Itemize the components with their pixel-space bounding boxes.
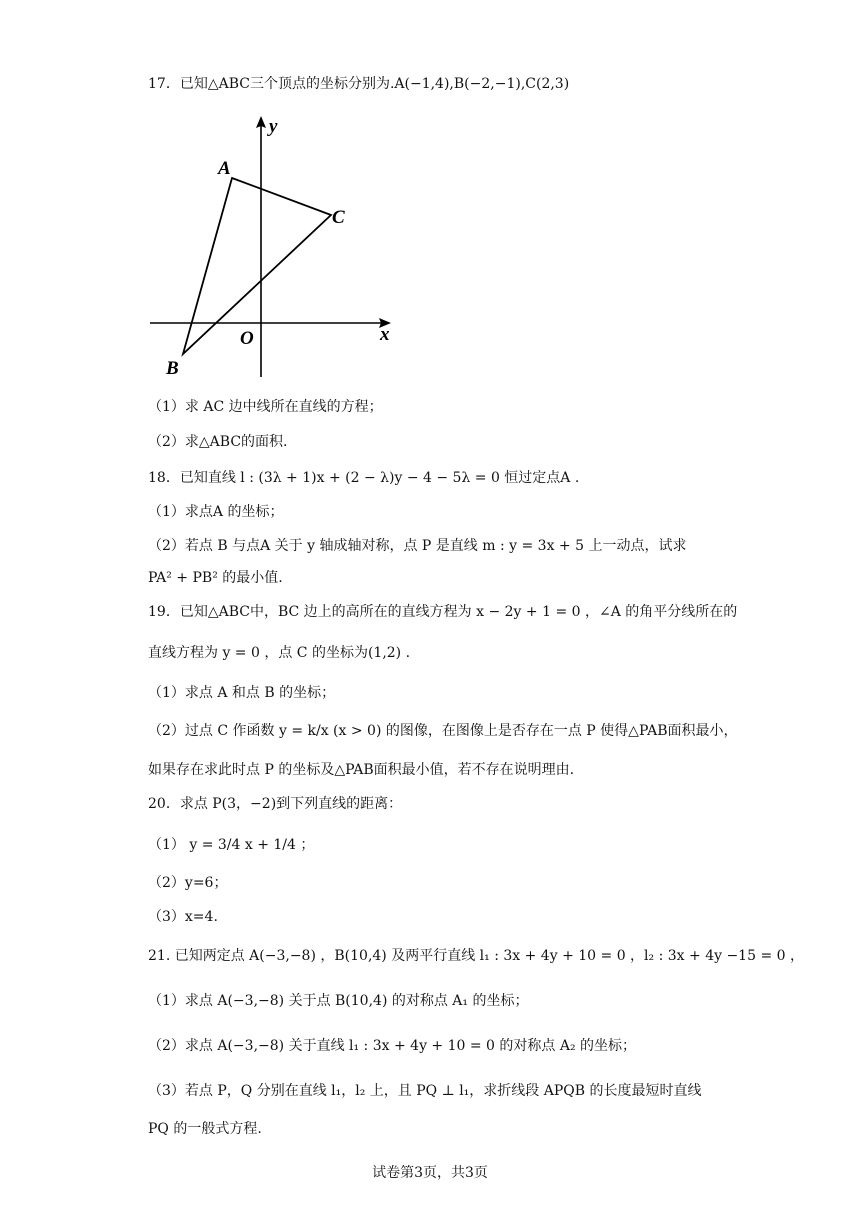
q18-part1: （1）求点A 的坐标； <box>148 504 284 520</box>
q18-part2-line1: （2）若点 B 与点A 关于 y 轴成轴对称，点 P 是直线 m : y = 3x + 5 上一动点，试求 <box>148 538 687 554</box>
y-axis-label: y <box>269 116 278 137</box>
q17-part1: （1）求 AC 边中线所在直线的方程； <box>148 399 383 415</box>
q17-stem: 17．已知△ABC三个顶点的坐标分别为.A(−1,4),B(−2,−1),C(2,3) <box>148 76 570 92</box>
q20-part1: （1） y = 3/4 x + 1/4 ； <box>148 837 315 853</box>
q21-part3-line2: PQ 的一般式方程. <box>148 1121 262 1137</box>
vertex-c-label: C <box>332 207 345 228</box>
q19-stem-line2: 直线方程为 y = 0 ，点 C 的坐标为(1,2) . <box>148 645 411 661</box>
q17-triangle-figure <box>145 112 405 382</box>
q20-part3: （3）x=4. <box>148 909 218 925</box>
origin-label: O <box>240 328 254 349</box>
q21-stem: 21. 已知两定点 A(−3,−8) ，B(10,4) 及两平行直线 l₁ : 3x + 4y + 10 = 0 ，l₂ : 3x + 4y −15 = 0 ， <box>148 948 804 964</box>
vertex-b-label: B <box>166 358 179 379</box>
q17-part2: （2）求△ABC的面积. <box>148 434 288 450</box>
q21-part2: （2）求点 A(−3,−8) 关于直线 l₁ : 3x + 4y + 10 = 0 的对称点 A₂ 的坐标； <box>148 1038 637 1054</box>
x-axis-label: x <box>380 324 390 345</box>
q18-part2-line2: PA² + PB² 的最小值. <box>148 570 283 586</box>
q19-part1: （1）求点 A 和点 B 的坐标； <box>148 685 336 701</box>
q21-part1: （1）求点 A(−3,−8) 关于点 B(10,4) 的对称点 A₁ 的坐标； <box>148 993 529 1009</box>
page-footer: 试卷第3页，共3页 <box>372 1165 488 1181</box>
q19-stem-line1: 19．已知△ABC中，BC 边上的高所在的直线方程为 x − 2y + 1 = 0 ，∠A 的角平分线所在的 <box>148 604 738 620</box>
q19-part2-line1: （2）过点 C 作函数 y = k/x (x > 0) 的图像，在图像上是否存在一点 P 使得△PAB面积最小， <box>148 723 738 739</box>
q18-stem: 18．已知直线 l : (3λ + 1)x + (2 − λ)y − 4 − 5λ = 0 恒过定点A . <box>148 470 580 486</box>
vertex-a-label: A <box>218 158 231 179</box>
q21-part3-line1: （3）若点 P，Q 分别在直线 l₁，l₂ 上，且 PQ ⊥ l₁，求折线段 APQB 的长度最短时直线 <box>148 1083 702 1099</box>
q20-stem: 20．求点 P(3，−2)到下列直线的距离： <box>148 796 403 812</box>
q19-part2-line2: 如果存在求此时点 P 的坐标及△PAB面积最小值，若不存在说明理由. <box>148 762 575 778</box>
q20-part2: （2）y=6； <box>148 875 228 891</box>
triangle-abc <box>183 178 331 354</box>
